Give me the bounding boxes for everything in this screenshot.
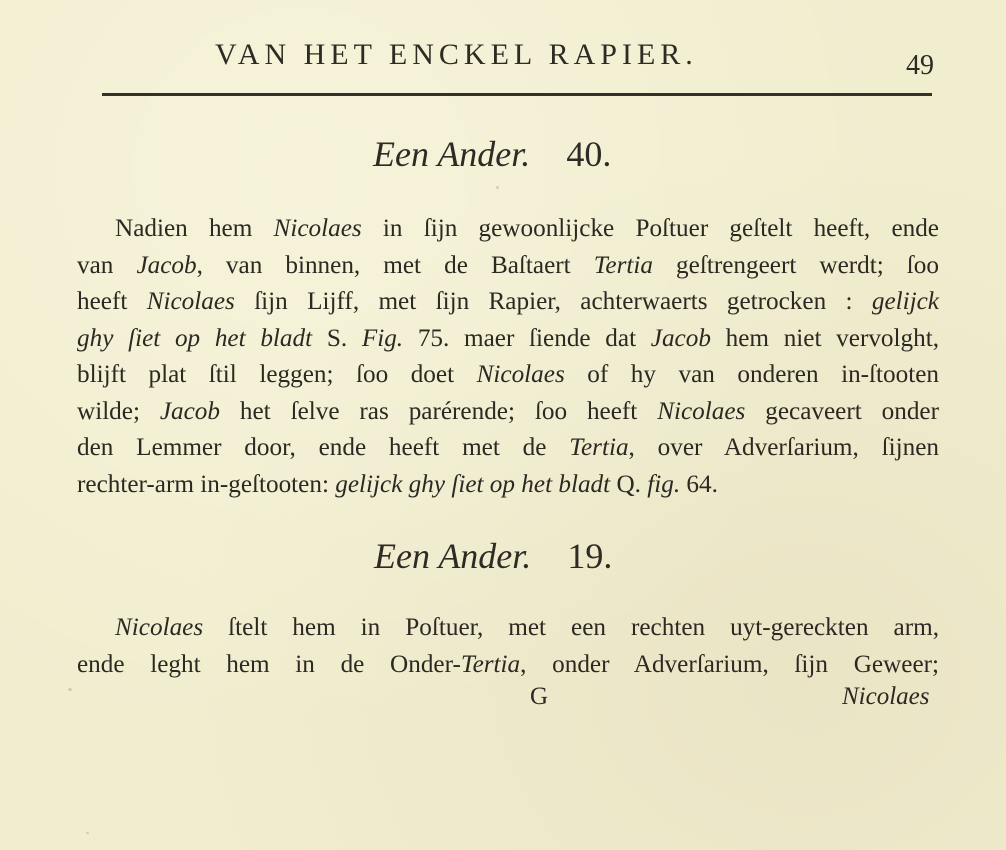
text-line	[77, 394, 939, 431]
text-line	[77, 211, 939, 248]
signature-mark: G	[530, 683, 549, 710]
text-run: S.	[312, 324, 362, 352]
italic-run: Nicolaes	[273, 215, 362, 242]
text-run: 64.	[680, 470, 718, 498]
paper-speck	[496, 186, 499, 189]
text-run: Nadien hem	[115, 215, 274, 242]
text-run: , onder Adverſarium, ſijn Geweer;	[520, 650, 940, 678]
italic-run: Tertia	[569, 434, 629, 461]
text-run: 75. maer ſiende dat	[403, 324, 651, 352]
catchword: Nicolaes	[842, 683, 930, 710]
paper-speck	[86, 832, 89, 834]
text-run: , van binnen, met de Baſtaert	[196, 251, 594, 279]
text-line	[77, 357, 939, 394]
text-run: Q.	[610, 470, 648, 498]
text-run: ſijn Lijff, met ſijn Rapier, achterwaerts getrocken :	[234, 288, 872, 315]
italic-run: gelijck	[871, 288, 939, 315]
italic-run: Nicolaes	[657, 397, 746, 425]
text-run: den Lemmer door, ende heeft met de	[77, 434, 570, 461]
text-line	[77, 321, 939, 358]
section-title-text: Een Ander.	[374, 536, 532, 576]
italic-run: Jacob	[159, 397, 220, 425]
text-line	[77, 430, 939, 467]
paragraph-2	[77, 610, 939, 683]
italic-run: Jacob	[650, 324, 711, 352]
text-line	[77, 610, 939, 647]
section-title-1	[373, 133, 611, 175]
text-run: geſtrengeert werdt; ſoo	[653, 251, 939, 279]
text-run: rechter-arm in-geſtooten:	[77, 470, 336, 498]
text-run: hem niet vervolght,	[710, 324, 940, 352]
text-run: ſtelt hem in Poſtuer, met een rechten uyt-gereckten arm,	[203, 614, 939, 641]
header-rule	[102, 93, 932, 96]
italic-run: Nicolaes	[146, 288, 235, 315]
section-number: 40.	[566, 134, 612, 174]
section-number: 19.	[567, 536, 613, 576]
italic-run: Nicolaes	[476, 361, 565, 388]
text-line	[77, 248, 939, 285]
text-run: , over Adverſarium, ſijnen	[628, 434, 939, 461]
page-number: 49	[906, 50, 934, 81]
section-title-text: Een Ander.	[373, 134, 531, 174]
text-line	[77, 647, 939, 684]
italic-run: Jacob	[136, 251, 197, 279]
text-run: blijft plat ſtil leggen; ſoo doet	[77, 361, 477, 388]
running-head: VAN HET ENCKEL RAPIER.	[215, 38, 698, 71]
text-run: ende leght hem in de Onder-	[77, 650, 461, 678]
text-run: in ſijn gewoonlijcke Poſtuer geſtelt heeft, ende	[361, 215, 939, 242]
text-run: wilde;	[77, 397, 160, 425]
paper-speck	[68, 688, 72, 691]
text-run: van	[77, 251, 137, 279]
text-run: of hy van onderen in-ſtooten	[564, 361, 940, 388]
italic-run: Tertia	[593, 251, 653, 279]
text-line	[77, 467, 939, 504]
italic-run: Tertia	[460, 650, 521, 678]
italic-run: Fig.	[361, 324, 404, 352]
italic-run: gelijck ghy ſiet op het bladt	[335, 470, 611, 498]
italic-run: fig.	[647, 470, 681, 498]
italic-run: ghy ſiet op het bladt	[77, 324, 313, 352]
text-run: gecaveert onder	[745, 397, 939, 425]
text-run: heeft	[77, 288, 147, 315]
paragraph-1	[77, 211, 939, 503]
italic-run: Nicolaes	[115, 614, 204, 641]
section-title-2	[374, 535, 612, 577]
text-line	[77, 284, 939, 321]
text-run: het ſelve ras parérende; ſoo heeft	[220, 397, 658, 425]
